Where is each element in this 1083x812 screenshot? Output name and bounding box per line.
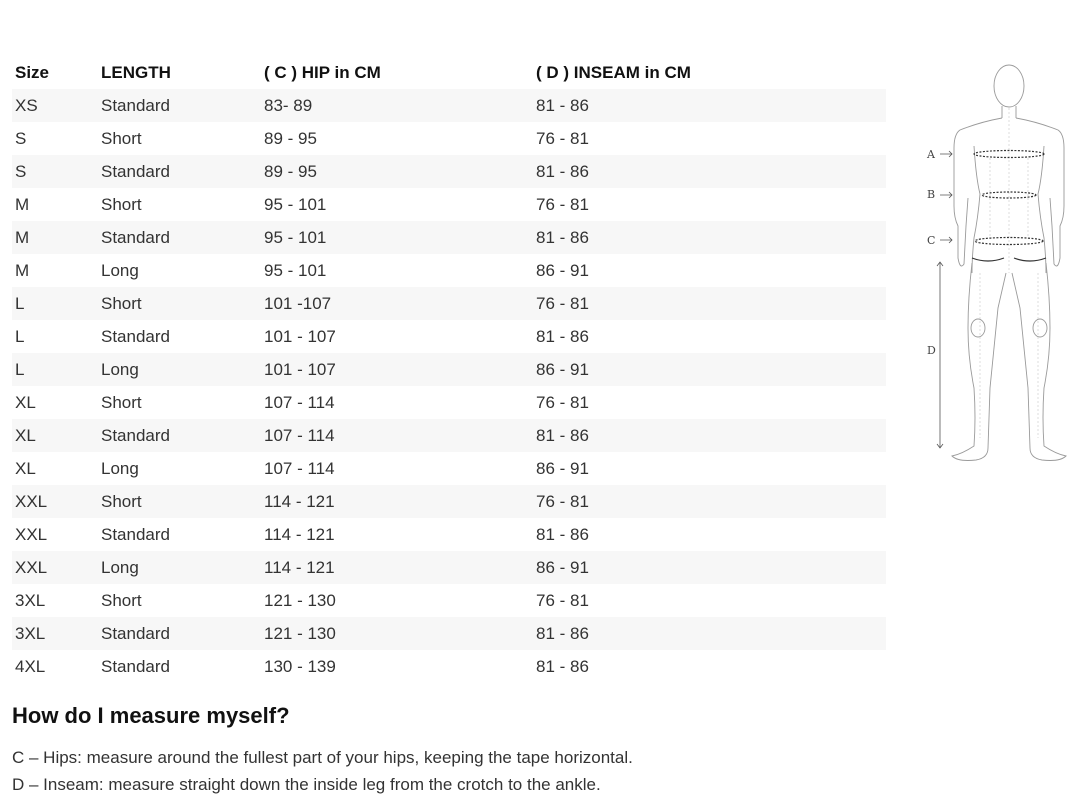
cell-size: 4XL [15,656,46,676]
cell-size: XXL [12,485,98,518]
cell-length: Short [101,590,142,610]
table-row [12,386,886,419]
cell-inseam: 81 - 86 [533,155,886,188]
size-table-body [12,89,886,683]
cell-length: Standard [98,617,261,650]
cell-inseam: 81 - 86 [536,524,589,544]
header-size: Size [15,62,50,82]
cell-hip: 83- 89 [261,89,533,122]
table-row [12,287,886,320]
table-row [12,485,886,518]
inseam-instruction: D – Inseam: measure straight down the inside leg from the crotch to the ankle. [12,775,601,794]
header-hip: ( C ) HIP in CM [264,62,381,82]
cell-inseam: 76 - 81 [533,485,886,518]
hips-instruction: C – Hips: measure around the fullest part of your hips, keeping the tape horizontal. [12,748,633,767]
cell-inseam: 76 - 81 [536,590,589,610]
cell-hip: 107 - 114 [264,392,335,412]
cell-hip: 114 - 121 [261,551,533,584]
cell-size: 3XL [12,617,98,650]
cell-inseam: 86 - 91 [533,353,886,386]
cell-size: S [12,155,98,188]
cell-inseam: 81 - 86 [536,656,589,676]
cell-hip: 101 -107 [261,287,533,320]
cell-length: Short [98,287,261,320]
cell-hip: 114 - 121 [264,524,335,544]
cell-hip: 107 - 114 [261,419,533,452]
header-inseam: ( D ) INSEAM in CM [536,62,691,82]
cell-hip: 89 - 95 [261,155,533,188]
cell-length: Short [101,392,142,412]
cell-length: Long [101,260,139,280]
cell-length: Long [98,353,261,386]
cell-inseam: 81 - 86 [533,617,886,650]
cell-size: 3XL [15,590,46,610]
cell-size: XL [15,392,36,412]
cell-hip: 107 - 114 [264,458,335,478]
cell-hip: 121 - 130 [264,590,336,610]
table-row [12,320,886,353]
table-row [12,650,886,683]
label-c: C [927,234,936,247]
cell-length: Standard [98,419,261,452]
body-measurement-figure [918,58,1073,466]
arrow-a [940,151,952,157]
table-row [12,89,886,122]
cell-inseam: 81 - 86 [533,221,886,254]
cell-hip: 101 - 107 [261,353,533,386]
cell-size: M [15,194,30,214]
table-row [12,584,886,617]
cell-size: XL [15,458,36,478]
cell-length: Standard [101,656,170,676]
cell-inseam: 86 - 91 [533,551,886,584]
cell-hip: 89 - 95 [264,128,317,148]
cell-inseam: 86 - 91 [536,260,589,280]
measure-help-title: How do I measure myself? [12,703,290,728]
cell-hip: 121 - 130 [261,617,533,650]
cell-size: XS [12,89,98,122]
cell-hip: 101 - 107 [264,326,336,346]
cell-hip: 114 - 121 [261,485,533,518]
cell-length: Standard [98,221,261,254]
label-b: B [927,188,936,201]
table-row [12,122,886,155]
cell-size: M [12,221,98,254]
cell-length: Standard [98,89,261,122]
cell-length: Short [101,128,142,148]
table-row [12,617,886,650]
cell-inseam: 81 - 86 [533,89,886,122]
cell-size: L [12,353,98,386]
label-a: A [927,148,935,161]
cell-length: Standard [101,524,170,544]
table-row [12,518,886,551]
header-length: LENGTH [101,62,171,82]
cell-inseam: 76 - 81 [533,287,886,320]
table-row [12,254,886,287]
cell-size: M [15,260,30,280]
cell-inseam: 86 - 91 [536,458,589,478]
cell-hip: 95 - 101 [261,221,533,254]
arrow-b [940,192,952,198]
cell-inseam: 76 - 81 [536,128,589,148]
cell-inseam: 81 - 86 [533,419,886,452]
cell-length: Short [101,194,142,214]
cell-size: S [15,128,27,148]
table-row [12,188,886,221]
cell-size: L [15,326,25,346]
cell-length: Long [101,458,139,478]
table-row [12,452,886,485]
cell-inseam: 76 - 81 [536,392,589,412]
cell-hip: 95 - 101 [264,194,327,214]
table-header-row [12,56,886,89]
table-row [12,419,886,452]
label-d: D [927,344,936,357]
size-chart-table [12,56,886,683]
cell-inseam: 76 - 81 [536,194,589,214]
cell-inseam: 81 - 86 [536,326,589,346]
table-row [12,155,886,188]
cell-length: Standard [98,155,261,188]
cell-hip: 95 - 101 [264,260,327,280]
cell-size: XL [12,419,98,452]
arrow-c [940,237,952,243]
arrow-d-inseam [937,262,943,448]
table-row [12,353,886,386]
cell-size: L [12,287,98,320]
cell-hip: 130 - 139 [264,656,336,676]
cell-length: Short [98,485,261,518]
table-row [12,551,886,584]
table-row [12,221,886,254]
cell-size: XXL [15,524,48,544]
cell-length: Long [98,551,261,584]
cell-length: Standard [101,326,170,346]
label-arrows [937,151,952,448]
measurement-labels [926,148,936,357]
cell-size: XXL [12,551,98,584]
